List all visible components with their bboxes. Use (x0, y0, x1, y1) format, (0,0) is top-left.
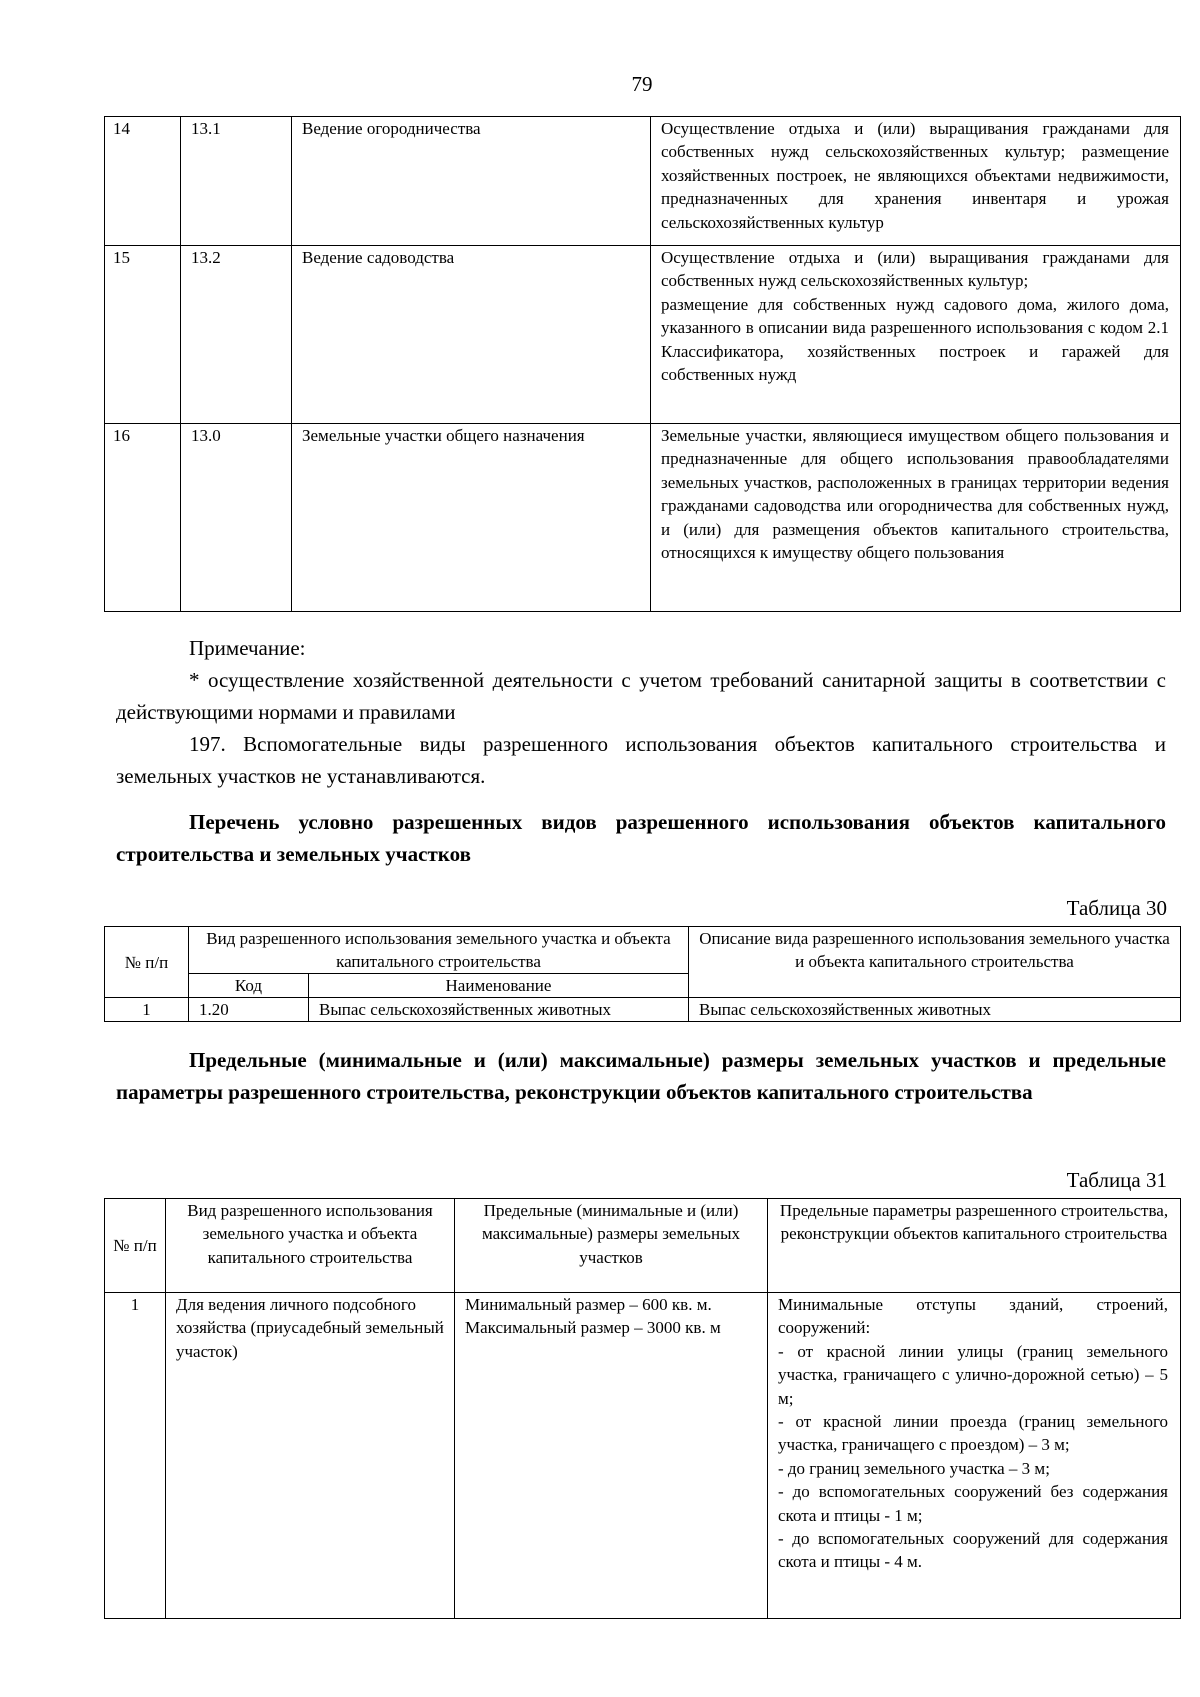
row-description: Осуществление отдыха и (или) выращивания гражданами для собственных нужд сельскохозяйственных культур; размещение хозяйственных построек, не являющихся объектами недвижимости, предназначенных для хранения инвентаря и урожая сельскохозяйственных культур (651, 117, 1181, 246)
row-construction-params (768, 1293, 1181, 1619)
table-30 (104, 926, 1181, 1022)
header-use-type: Вид разрешенного использования земельного участка и объекта капитального строительства (166, 1199, 455, 1293)
section-heading-limits: Предельные (минимальные и (или) максимальные) размеры земельных участков и предельные параметры разрешенного строительства, реконструкции объектов капитального строительства (116, 1048, 1166, 1104)
row-number: 1 (105, 998, 189, 1022)
row-number: 1 (105, 1293, 166, 1619)
header-code: Код (189, 974, 309, 998)
table-header-row (105, 927, 1181, 974)
table-31-caption: Таблица 31 (1066, 1168, 1167, 1192)
param-line: - от красной линии улицы (границ земельного участка, граничащего с улично-дорожной сетью) – 5 м; (778, 1341, 1168, 1408)
row-description: Выпас сельскохозяйственных животных (689, 998, 1181, 1022)
row-code: 13.0 (181, 424, 292, 612)
row-code: 1.20 (189, 998, 309, 1022)
row-number: 14 (105, 117, 181, 246)
header-num: № п/п (105, 1199, 166, 1293)
section-heading-conditional-uses: Перечень условно разрешенных видов разрешенного использования объектов капитального строительства и земельных участков (116, 810, 1166, 866)
header-num: № п/п (105, 927, 189, 998)
header-use-type-group: Вид разрешенного использования земельного участка и объекта капитального строительства (189, 927, 689, 974)
row-code: 13.2 (181, 246, 292, 424)
paragraph-197: 197. Вспомогательные виды разрешенного использования объектов капитального строительства и земельных участков не устанавливаются. (116, 732, 1166, 788)
row-name: Выпас сельскохозяйственных животных (309, 998, 689, 1022)
param-line: - до вспомогательных сооружений для содержания скота и птицы - 4 м. (778, 1529, 1168, 1572)
table-row (105, 117, 1181, 246)
header-name: Наименование (309, 974, 689, 998)
param-line: Минимальные отступы зданий, строений, сооружений: (778, 1295, 1168, 1338)
description-line: Осуществление отдыха и (или) выращивания гражданами для собственных нужд сельскохозяйственных культур; (661, 248, 1169, 291)
param-line: - от красной линии проезда (границ земельного участка, граничащего с проездом) – 3 м; (778, 1412, 1168, 1455)
permitted-uses-table-continued (104, 116, 1181, 612)
table-row (105, 1293, 1181, 1619)
row-name: Ведение огородничества (292, 117, 651, 246)
row-plot-sizes (455, 1293, 768, 1619)
row-number: 15 (105, 246, 181, 424)
table-31 (104, 1198, 1181, 1619)
header-description: Описание вида разрешенного использования земельного участка и объекта капитального строительства (689, 927, 1181, 998)
table-header-row (105, 1199, 1181, 1293)
row-number: 16 (105, 424, 181, 612)
note-label: Примечание: (189, 636, 306, 660)
param-line: - до вспомогательных сооружений без содержания скота и птицы - 1 м; (778, 1482, 1168, 1525)
description-line: размещение для собственных нужд садового дома, жилого дома, указанного в описании вида разрешенного использования с кодом 2.1 Классификатора, хозяйственных построек и гаражей для собственных нужд (661, 294, 1169, 385)
header-plot-sizes: Предельные (минимальные и (или) максимальные) размеры земельных участков (455, 1199, 768, 1293)
table-30-caption: Таблица 30 (1066, 896, 1167, 920)
param-line: - до границ земельного участка – 3 м; (778, 1458, 1050, 1478)
table-row (105, 424, 1181, 612)
row-name: Ведение садоводства (292, 246, 651, 424)
row-use-type: Для ведения личного подсобного хозяйства (приусадебный земельный участок) (166, 1293, 455, 1619)
table-row (105, 246, 1181, 424)
note-text: * осуществление хозяйственной деятельности с учетом требований санитарной защиты в соответствии с действующими нормами и правилами (116, 668, 1166, 724)
row-code: 13.1 (181, 117, 292, 246)
row-description (651, 246, 1181, 424)
size-line: Максимальный размер – 3000 кв. м (465, 1318, 721, 1338)
table-row (105, 998, 1181, 1022)
header-construction-params: Предельные параметры разрешенного строительства, реконструкции объектов капитального строительства (768, 1199, 1181, 1293)
row-name: Земельные участки общего назначения (292, 424, 651, 612)
size-line: Минимальный размер – 600 кв. м. (465, 1295, 712, 1314)
page-number: 79 (631, 72, 653, 96)
row-description: Земельные участки, являющиеся имуществом общего пользования и предназначенные для общего использования правообладателями земельных участков, расположенных в границах территории ведения гражданами садоводства или огородничества для собственных нужд, и (или) для размещения объектов капитального строительства, относящихся к имуществу общего пользования (651, 424, 1181, 612)
